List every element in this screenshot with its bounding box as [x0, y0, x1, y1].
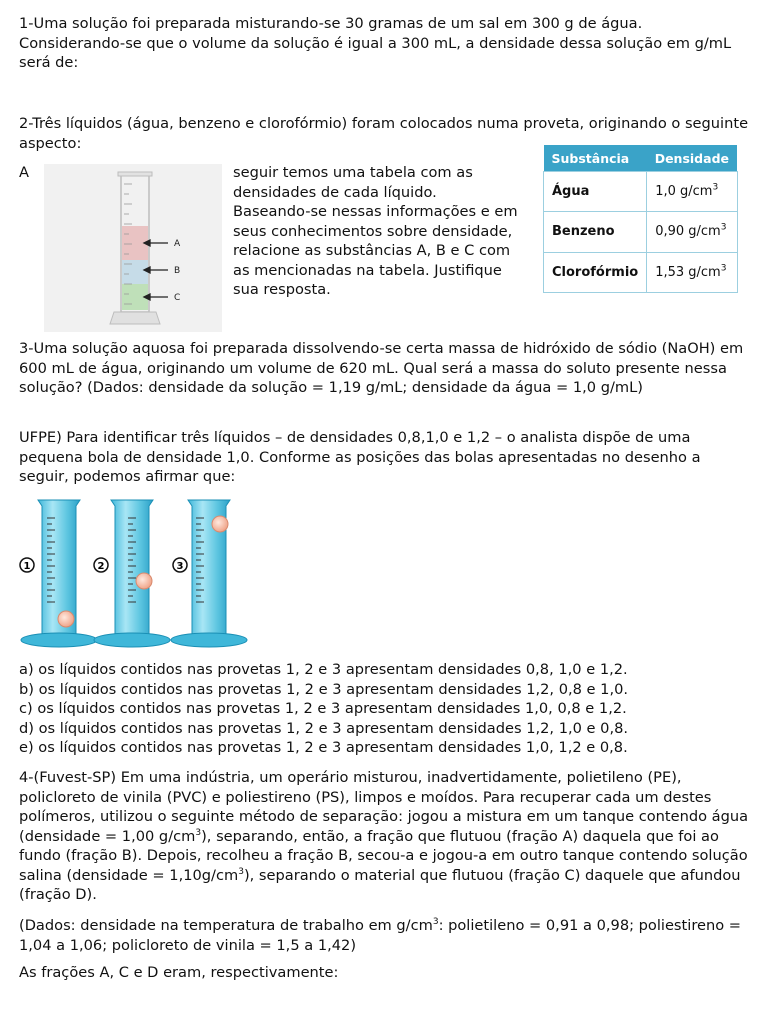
cylinder-2	[94, 500, 170, 647]
label-c: C	[174, 293, 181, 303]
density-table-header	[544, 145, 738, 172]
option-c: c) os líquidos contidos nas provetas 1, 2 e 3 apresentam densidades 1,0, 0,8 e 1,2.	[19, 700, 627, 717]
question-2-side-letter: A	[19, 164, 29, 181]
option-d: d) os líquidos contidos nas provetas 1, 2 e 3 apresentam densidades 1,2, 1,0 e 0,8.	[19, 719, 629, 737]
question-4-data	[19, 916, 749, 955]
number-1: 1	[23, 561, 31, 572]
substance-name: Clorofórmio	[544, 252, 647, 292]
number-3: 3	[176, 561, 184, 572]
graduated-cylinder-figure	[44, 164, 222, 332]
question-3-text: 3-Uma solução aquosa foi preparada dissolvendo-se certa massa de hidróxido de sódio (NaOH) em 600 mL de água, originando um volume de 620 mL. Qual será a massa do soluto presente nessa solução? (Dados: densidade da solução = 1,19 g/mL; densidade da água = 1,0 g/mL)	[19, 340, 744, 396]
question-4-data-text: (Dados: densidade na temperatura de trabalho em $g/cm^3$: polietileno = 0,91 a 0,98; poliestireno = 1,04 a 1,06; policloreto de vinila = 1,5 a 1,42)	[19, 917, 742, 954]
label-a: A	[174, 239, 181, 249]
question-2-body: seguir temos uma tabela com as densidades de cada líquido. Baseando-se nessas informações e em seus conhecimentos sobre densidade, relacione as substâncias A, B e C com as mencionadas na tabela. Justifique sua resposta.	[233, 164, 518, 298]
density-value: 0,90 $g/cm^3$	[647, 212, 737, 252]
question-4	[19, 768, 749, 905]
density-value: 1,0 $g/cm^3$	[647, 172, 737, 212]
three-cylinders-figure	[18, 494, 248, 650]
answer-options	[19, 660, 749, 758]
label-b: B	[174, 266, 181, 276]
question-ufpe-text: UFPE) Para identificar três líquidos – de densidades 0,8,1,0 e 1,2 – o analista dispõe de uma pequena bola de densidade 1,0. Conforme as posições das bolas apresentadas no desenho a seguir, podemos afirmar que:	[19, 429, 701, 485]
header-substance: Substância	[544, 145, 647, 172]
option-a: a) os líquidos contidos nas provetas 1, 2 e 3 apresentam densidades 0,8, 1,0 e 1,2.	[19, 661, 628, 678]
substance-name: Água	[544, 172, 647, 212]
question-4-text: 4-(Fuvest-SP) Em uma indústria, um operário misturou, inadvertidamente, polietileno (PE), policloreto de vinila (PVC) e poliestireno (PS), limpos e moídos. Para recuperar cada um destes polímeros, utilizou o seguinte método de separação: jogou a mistura em um tanque contendo água (densidade = 1,00 $g/cm^3$), separando, então, a fração que flutuou (fração A) daquela que foi ao fundo (fração B). Depois, recolheu a fração B, secou-a e jogou-a em outro tanque contendo solução salina (densidade = $1,10g/cm^3$), separando o material que flutuou (fração C) daquele que afundou (fração D).	[19, 769, 749, 903]
density-table	[543, 145, 738, 293]
graduated-cylinder-drawing	[44, 164, 222, 332]
question-4-ask-text: As frações A, C e D eram, respectivamente:	[19, 964, 339, 981]
question-1	[19, 14, 749, 73]
question-1-text: 1-Uma solução foi preparada misturando-se 30 gramas de um sal em 300 g de água. Considerando-se que o volume da solução é igual a 300 mL, a densidade dessa solução em g/mL será de:	[19, 15, 732, 71]
table-row	[544, 252, 738, 292]
cylinder-3	[171, 500, 247, 647]
table-row	[544, 172, 738, 212]
ball-2	[136, 573, 152, 589]
question-4-ask	[19, 963, 749, 983]
table-row	[544, 212, 738, 252]
option-e: e) os líquidos contidos nas provetas 1, 2 e 3 apresentam densidades 1,0, 1,2 e 0,8.	[19, 739, 628, 756]
ball-3	[212, 516, 228, 532]
density-value: 1,53 $g/cm^3$	[647, 252, 737, 292]
number-2: 2	[97, 561, 105, 572]
cylinder-1	[20, 500, 97, 647]
question-ufpe	[19, 428, 749, 487]
substance-name: Benzeno	[544, 212, 647, 252]
header-density: Densidade	[647, 145, 737, 172]
option-b: b) os líquidos contidos nas provetas 1, 2 e 3 apresentam densidades 1,2, 0,8 e 1,0.	[19, 680, 629, 698]
question-2-intro-text: 2-Três líquidos (água, benzeno e clorofórmio) foram colocados numa proveta, originando o seguinte aspecto:	[19, 115, 749, 152]
ball-1	[58, 611, 74, 627]
question-3	[19, 339, 749, 398]
three-cylinders-drawing	[18, 494, 248, 650]
